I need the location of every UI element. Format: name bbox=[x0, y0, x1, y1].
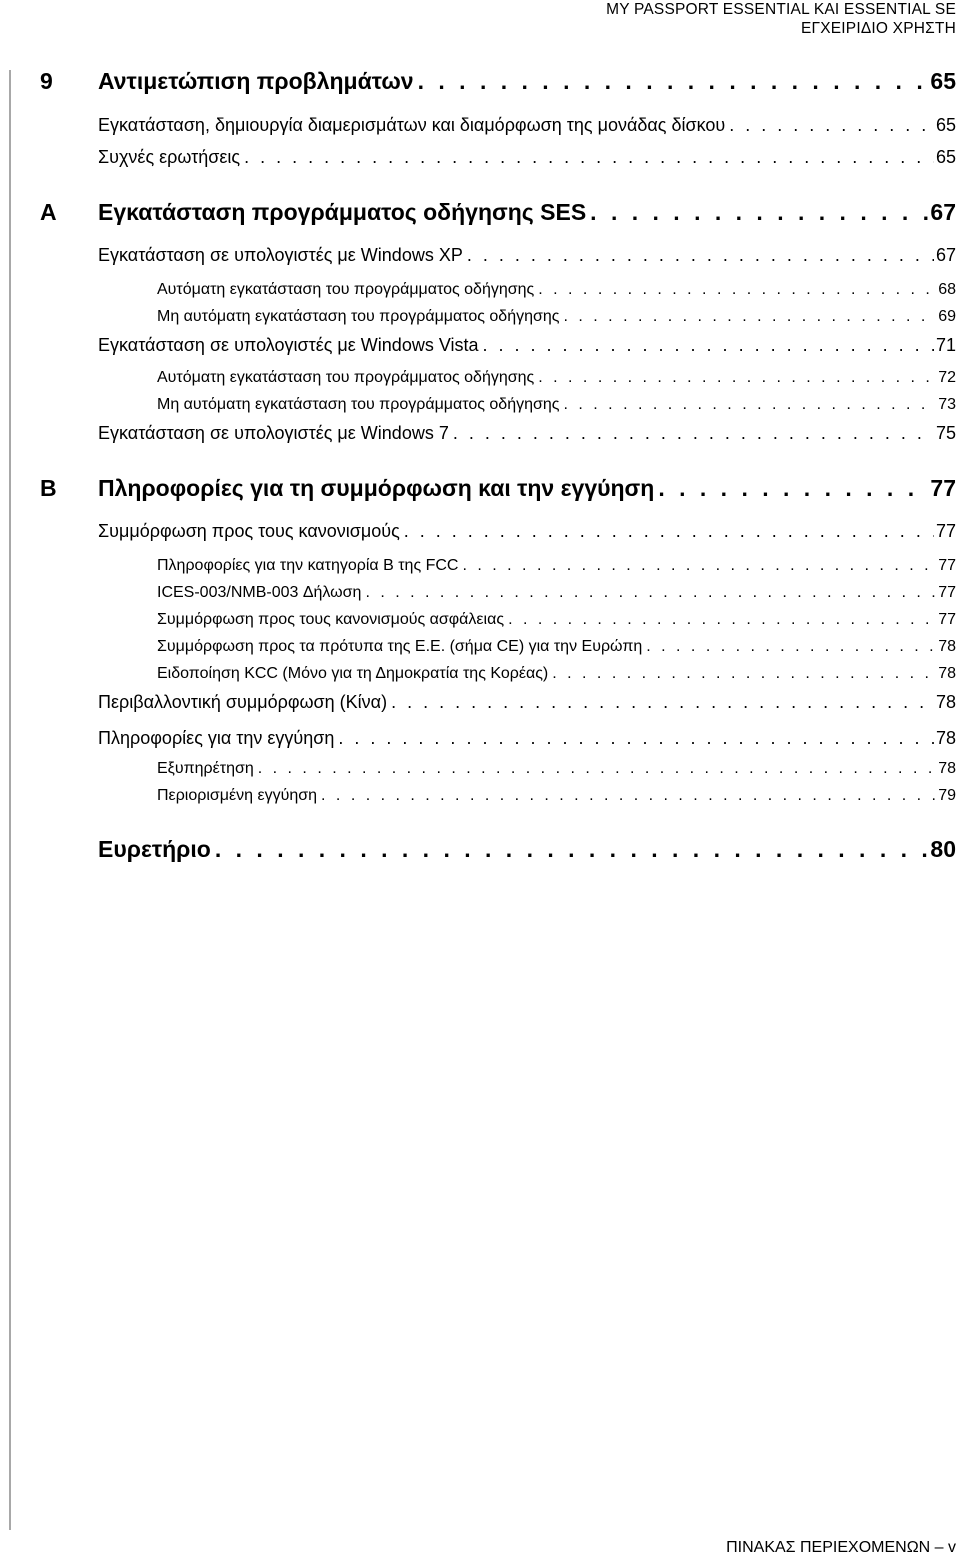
toc-entry[interactable] bbox=[157, 396, 956, 426]
dot-leader bbox=[258, 760, 936, 778]
toc-entry-title: Περιορισμένη εγγύηση bbox=[157, 787, 318, 804]
toc-entry-page: 77 bbox=[938, 557, 956, 574]
dot-leader bbox=[321, 787, 936, 805]
dot-leader bbox=[462, 557, 936, 575]
toc-entry[interactable] bbox=[98, 245, 956, 275]
toc-entry[interactable] bbox=[157, 665, 956, 695]
toc-entry-title: Συμμόρφωση προς τους κανονισμούς ασφάλειας bbox=[157, 611, 505, 628]
dot-leader bbox=[338, 728, 934, 749]
toc-entry-title: Εγκατάσταση σε υπολογιστές με Windows XP bbox=[98, 245, 463, 265]
toc-entry[interactable] bbox=[40, 475, 956, 505]
toc-entry-number: B bbox=[40, 475, 57, 501]
header-product: MY PASSPORT ESSENTIAL KAI ESSENTIAL SE bbox=[606, 1, 956, 18]
toc-entry-number: 9 bbox=[40, 68, 53, 94]
toc-entry-title: Εξυπηρέτηση bbox=[157, 760, 254, 777]
toc-entry-title: Μη αυτόματη εγκατάσταση του προγράμματος οδήγησης bbox=[157, 308, 560, 325]
dot-leader bbox=[564, 396, 937, 414]
toc-entry-page: 77 bbox=[930, 475, 956, 501]
dot-leader bbox=[418, 68, 929, 95]
toc-entry[interactable] bbox=[157, 369, 956, 399]
toc-entry[interactable] bbox=[157, 638, 956, 668]
dot-leader bbox=[467, 245, 934, 266]
toc-entry[interactable] bbox=[157, 760, 956, 790]
dot-leader bbox=[215, 836, 929, 863]
toc-entry-page: 67 bbox=[930, 199, 956, 225]
toc-entry[interactable] bbox=[98, 692, 956, 722]
toc-entry[interactable] bbox=[98, 147, 956, 177]
dot-leader bbox=[404, 521, 934, 542]
toc-entry[interactable] bbox=[40, 199, 956, 229]
toc-entry[interactable] bbox=[157, 584, 956, 614]
toc-entry-page: 78 bbox=[935, 728, 956, 748]
toc-entry-page: 77 bbox=[938, 584, 956, 601]
toc-entry-title: Συμμόρφωση προς τα πρότυπα της Ε.Ε. (σήμα CE) για την Ευρώπη bbox=[157, 638, 643, 655]
toc-entry-title: Αυτόματη εγκατάσταση του προγράμματος οδήγησης bbox=[157, 369, 535, 386]
toc-entry-title: ICES-003/NMB-003 Δήλωση bbox=[157, 584, 362, 601]
toc-entry-page: 78 bbox=[938, 638, 956, 655]
toc-entry-title: Αντιμετώπιση προβλημάτων bbox=[98, 68, 414, 94]
dot-leader bbox=[244, 147, 934, 168]
dot-leader bbox=[538, 281, 936, 299]
page-footer: ΠΙΝΑΚΑΣ ΠΕΡΙΕΧΟΜΕΝΩΝ – v bbox=[726, 1539, 956, 1556]
toc-entry-title: Εγκατάσταση σε υπολογιστές με Windows 7 bbox=[98, 423, 449, 443]
toc-entry[interactable] bbox=[157, 787, 956, 817]
dot-leader bbox=[365, 584, 936, 602]
toc-entry[interactable] bbox=[98, 335, 956, 365]
toc-entry-title: Εγκατάσταση, δημιουργία διαμερισμάτων και διαμόρφωση της μονάδας δίσκου bbox=[98, 115, 726, 135]
toc-entry-page: 77 bbox=[938, 611, 956, 628]
toc-entry-title: Αυτόματη εγκατάσταση του προγράμματος οδήγησης bbox=[157, 281, 535, 298]
toc-entry-title: Περιβαλλοντική συμμόρφωση (Κίνα) bbox=[98, 692, 388, 712]
toc-entry-page: 79 bbox=[938, 787, 956, 804]
toc-entry-title: Πληροφορίες για την εγγύηση bbox=[98, 728, 335, 748]
toc-entry-title: Πληροφορίες για την κατηγορία B της FCC bbox=[157, 557, 459, 574]
toc-entry-page: 71 bbox=[935, 335, 956, 355]
dot-leader bbox=[658, 475, 928, 502]
toc-entry-title: Ευρετήριο bbox=[98, 836, 211, 862]
dot-leader bbox=[590, 199, 928, 226]
toc-entry[interactable] bbox=[40, 68, 956, 98]
toc-entry-title: Πληροφορίες για τη συμμόρφωση και την εγγύηση bbox=[98, 475, 655, 501]
header-manual: ΕΓΧΕΙΡΙΔΙΟ ΧΡΗΣΤΗ bbox=[800, 20, 956, 37]
toc-entry-page: 65 bbox=[935, 115, 956, 135]
toc-entry-title: Εγκατάσταση σε υπολογιστές με Windows Vista bbox=[98, 335, 479, 355]
toc-entry-page: 67 bbox=[935, 245, 956, 265]
dot-leader bbox=[729, 115, 934, 136]
toc-entry-title: Ειδοποίηση KCC (Μόνο για τη Δημοκρατία της Κορέας) bbox=[157, 665, 549, 682]
toc-entry[interactable] bbox=[98, 115, 956, 145]
toc-entry-title: Μη αυτόματη εγκατάσταση του προγράμματος οδήγησης bbox=[157, 396, 560, 413]
dot-leader bbox=[508, 611, 936, 629]
toc-entry-page: 69 bbox=[938, 308, 956, 325]
toc-entry[interactable] bbox=[157, 281, 956, 311]
toc-entry[interactable] bbox=[98, 521, 956, 551]
toc-entry-title: Εγκατάσταση προγράμματος οδήγησης SES bbox=[98, 199, 587, 225]
toc-entry-page: 68 bbox=[938, 281, 956, 298]
toc-entry-page: 78 bbox=[935, 692, 956, 712]
dot-leader bbox=[483, 335, 934, 356]
toc-entry-page: 73 bbox=[938, 396, 956, 413]
dot-leader bbox=[564, 308, 937, 326]
toc-entry[interactable] bbox=[157, 611, 956, 641]
toc-entry[interactable] bbox=[98, 728, 956, 758]
toc-entry-page: 75 bbox=[935, 423, 956, 443]
toc-entry-page: 65 bbox=[930, 68, 956, 94]
toc-entry-page: 78 bbox=[938, 760, 956, 777]
dot-leader bbox=[538, 369, 936, 387]
toc-entry-page: 80 bbox=[930, 836, 956, 862]
dot-leader bbox=[453, 423, 934, 444]
toc-entry[interactable] bbox=[157, 308, 956, 338]
toc-entry[interactable] bbox=[40, 836, 956, 866]
dot-leader bbox=[391, 692, 934, 713]
toc-entry[interactable] bbox=[157, 557, 956, 587]
toc-entry-page: 72 bbox=[938, 369, 956, 386]
toc-entry-page: 78 bbox=[938, 665, 956, 682]
toc-entry-title: Συχνές ερωτήσεις bbox=[98, 147, 241, 167]
toc-entry-page: 65 bbox=[935, 147, 956, 167]
toc-entry[interactable] bbox=[98, 423, 956, 453]
dot-leader bbox=[552, 665, 936, 683]
toc-entry-page: 77 bbox=[935, 521, 956, 541]
dot-leader bbox=[646, 638, 936, 656]
toc-entry-number: A bbox=[40, 199, 57, 225]
toc-entry-title: Συμμόρφωση προς τους κανονισμούς bbox=[98, 521, 400, 541]
